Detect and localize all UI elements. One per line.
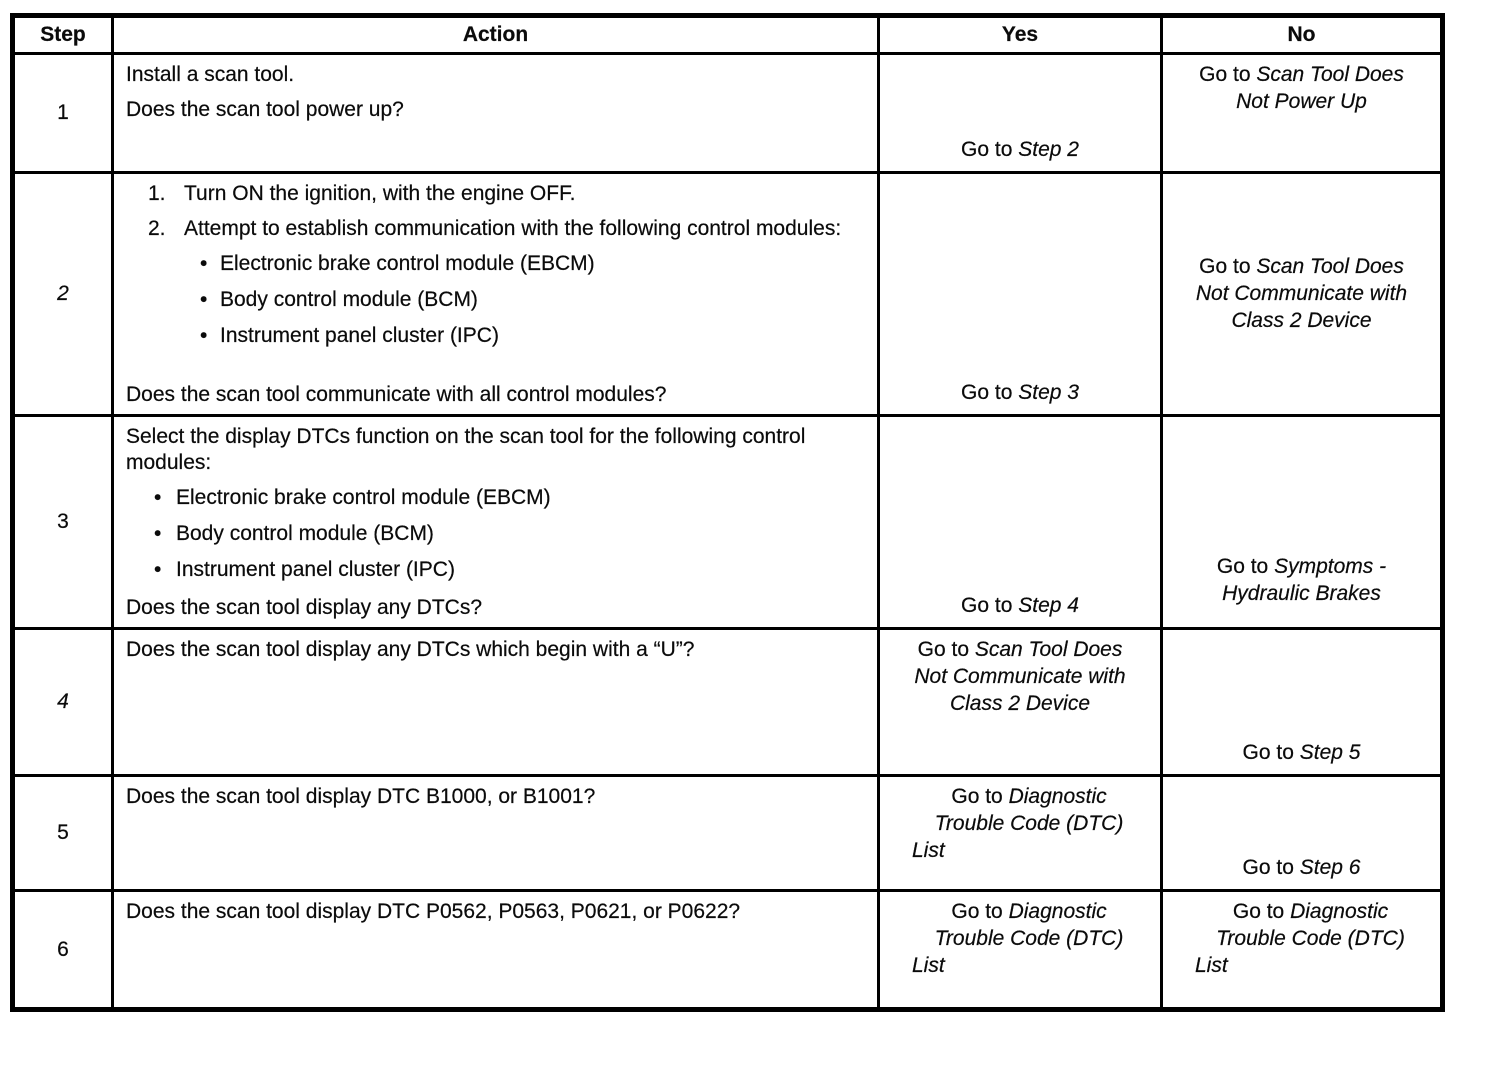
goto-reference: Step 5 xyxy=(1299,741,1361,764)
action-question: Does the scan tool power up? xyxy=(126,98,404,121)
action-cell xyxy=(113,776,879,891)
no-cell xyxy=(1162,416,1443,629)
table-header-row xyxy=(13,16,1443,54)
action-cell xyxy=(113,629,879,776)
item-number: 1. xyxy=(148,182,166,205)
goto-prefix: Go to xyxy=(961,138,1013,161)
no-cell xyxy=(1162,629,1443,776)
bullet-list xyxy=(126,251,867,349)
goto-text xyxy=(1163,892,1440,987)
action-question: Does the scan tool communicate with all control modules? xyxy=(126,383,667,406)
goto-prefix: Go to xyxy=(961,381,1013,404)
bullet-item: • Instrument panel cluster (IPC) xyxy=(126,557,867,583)
action-cell xyxy=(113,54,879,173)
goto-text xyxy=(880,630,1160,725)
bullet-item: • Electronic brake control module (EBCM) xyxy=(126,251,867,277)
goto-text xyxy=(880,892,1160,987)
numbered-item xyxy=(126,181,867,207)
action-question: Does the scan tool display any DTCs which begin with a “U”? xyxy=(126,638,695,661)
goto-reference: Not Communicate with xyxy=(914,665,1126,688)
goto-reference: Step 6 xyxy=(1299,856,1361,879)
yes-cell xyxy=(879,891,1162,1010)
goto-text xyxy=(1163,247,1440,342)
goto-reference: Not Power Up xyxy=(1236,90,1367,113)
table-row-step-1 xyxy=(13,54,1443,173)
goto-reference: Trouble Code (DTC) xyxy=(934,812,1124,835)
goto-prefix: Go to xyxy=(1199,63,1251,86)
goto-prefix: Go to xyxy=(917,638,970,661)
goto-reference: Diagnostic xyxy=(1008,785,1107,808)
bullet-item: • Body control module (BCM) xyxy=(126,287,867,313)
action-cell xyxy=(113,891,879,1010)
yes-cell xyxy=(879,776,1162,891)
goto-prefix: Go to xyxy=(961,594,1013,617)
action-cell xyxy=(113,173,879,416)
goto-reference: Step 2 xyxy=(1018,138,1079,161)
action-instruction: Select the display DTCs function on the scan tool for the following control modules: xyxy=(126,425,806,474)
goto-reference: Diagnostic xyxy=(1008,900,1107,923)
no-cell xyxy=(1162,54,1443,173)
goto-prefix: Go to xyxy=(1199,254,1251,278)
goto-text xyxy=(1163,848,1440,889)
step-number: 6 xyxy=(13,891,113,1010)
item-text: Turn ON the ignition, with the engine OFF. xyxy=(184,182,576,205)
goto-prefix: Go to xyxy=(1216,555,1269,578)
goto-prefix: Go to xyxy=(1232,900,1285,923)
goto-reference: List xyxy=(912,839,945,862)
goto-reference: Step 4 xyxy=(1018,594,1079,617)
goto-prefix: Go to xyxy=(1242,856,1294,879)
yes-cell xyxy=(879,416,1162,629)
step-number: 2 xyxy=(13,173,113,416)
col-header-action: Action xyxy=(113,16,879,54)
goto-text xyxy=(880,777,1160,872)
step-number: 4 xyxy=(13,629,113,776)
table-row-step-3 xyxy=(13,416,1443,629)
goto-reference: Scan Tool Does xyxy=(1256,63,1404,86)
goto-prefix: Go to xyxy=(951,785,1003,808)
goto-text xyxy=(880,130,1160,171)
goto-reference: List xyxy=(1195,954,1228,977)
goto-text xyxy=(1163,733,1440,774)
action-question: Does the scan tool display DTC B1000, or B1001? xyxy=(126,785,596,808)
table-row-step-2 xyxy=(13,173,1443,416)
goto-text xyxy=(880,373,1160,414)
yes-cell xyxy=(879,173,1162,416)
no-cell xyxy=(1162,776,1443,891)
action-question: Does the scan tool display any DTCs? xyxy=(126,596,483,619)
goto-reference: Class 2 Device xyxy=(949,692,1091,715)
goto-reference: Class 2 Device xyxy=(1231,308,1372,332)
goto-reference: Diagnostic xyxy=(1290,900,1389,923)
step-number: 1 xyxy=(13,54,113,173)
bullet-list xyxy=(126,485,867,583)
goto-reference: Scan Tool Does xyxy=(1256,254,1404,278)
goto-text xyxy=(1163,547,1440,627)
table-row-step-5 xyxy=(13,776,1443,891)
col-header-no: No xyxy=(1162,16,1443,54)
goto-reference: Trouble Code (DTC) xyxy=(934,927,1124,950)
goto-prefix: Go to xyxy=(1242,741,1294,764)
col-header-step: Step xyxy=(13,16,113,54)
goto-reference: Symptoms - xyxy=(1274,555,1387,578)
step-number: 3 xyxy=(13,416,113,629)
table-row-step-4 xyxy=(13,629,1443,776)
diagnostic-step-table xyxy=(10,13,1445,1012)
col-header-yes: Yes xyxy=(879,16,1162,54)
action-instruction: Install a scan tool. xyxy=(126,63,295,86)
yes-cell xyxy=(879,54,1162,173)
numbered-item xyxy=(126,216,867,242)
goto-reference: Step 3 xyxy=(1018,381,1079,404)
goto-reference: List xyxy=(912,954,945,977)
step-number: 5 xyxy=(13,776,113,891)
goto-text xyxy=(1163,55,1440,123)
goto-reference: Trouble Code (DTC) xyxy=(1216,927,1405,950)
bullet-item: • Instrument panel cluster (IPC) xyxy=(126,323,867,349)
bullet-item: • Electronic brake control module (EBCM) xyxy=(126,485,867,511)
table-row-step-6 xyxy=(13,891,1443,1010)
yes-cell xyxy=(879,629,1162,776)
action-cell xyxy=(113,416,879,629)
action-question: Does the scan tool display DTC P0562, P0563, P0621, or P0622? xyxy=(126,900,741,923)
bullet-item: • Body control module (BCM) xyxy=(126,521,867,547)
item-number: 2. xyxy=(148,217,166,240)
item-text: Attempt to establish communication with the following control modules: xyxy=(184,217,842,240)
no-cell xyxy=(1162,173,1443,416)
goto-reference: Hydraulic Brakes xyxy=(1222,582,1381,605)
no-cell xyxy=(1162,891,1443,1010)
goto-reference: Scan Tool Does xyxy=(974,638,1123,661)
goto-prefix: Go to xyxy=(951,900,1003,923)
goto-reference: Not Communicate with xyxy=(1195,281,1408,305)
goto-text xyxy=(880,586,1160,627)
